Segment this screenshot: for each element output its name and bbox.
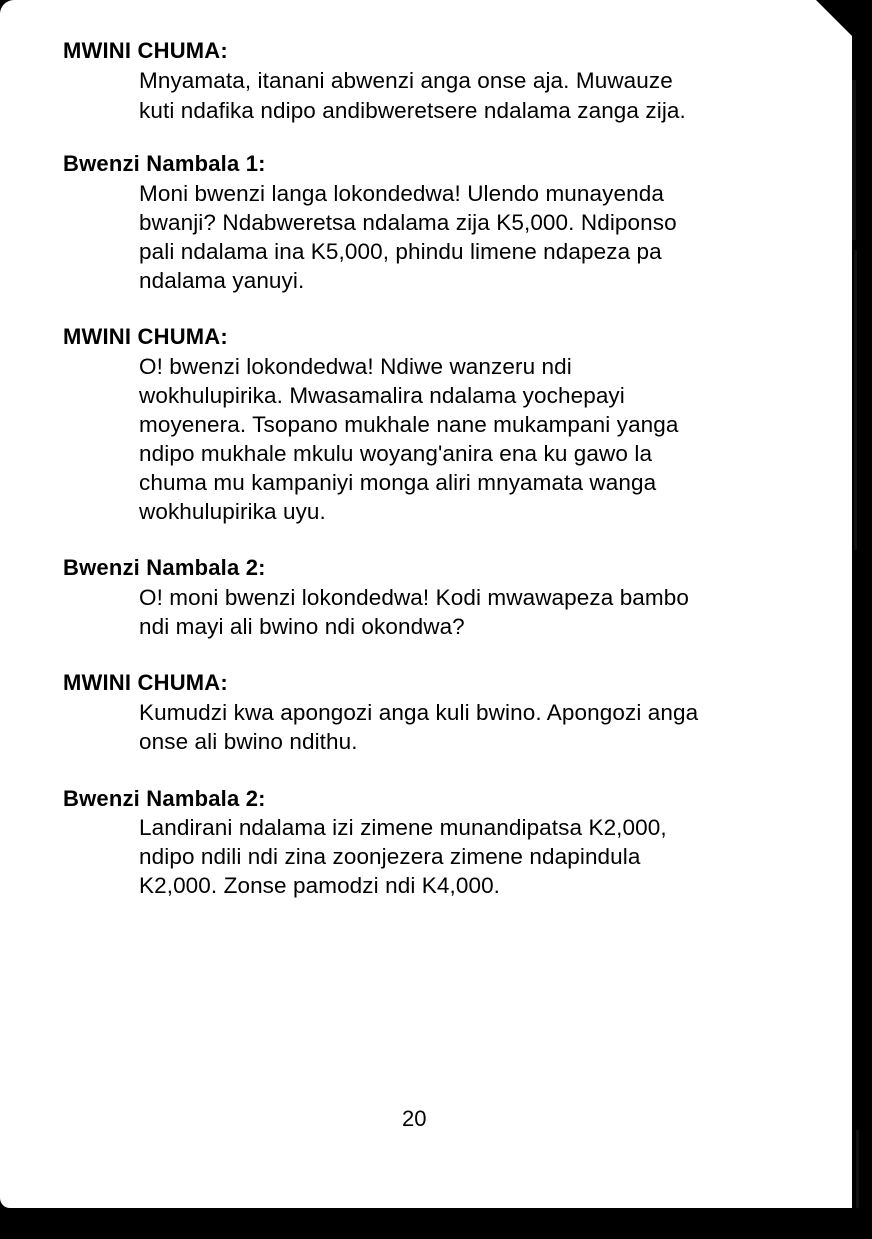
- speaker-label: Bwenzi Nambala 1:: [63, 151, 266, 176]
- page-corner-shadow: [816, 0, 872, 56]
- speaker-label: MWINI CHUMA:: [63, 670, 228, 695]
- page-edge-mark: [852, 80, 856, 240]
- dialogue-line: Mnyamata, itanani abwenzi anga onse aja. Muwauze: [139, 68, 673, 93]
- dialogue-line: ndipo mukhale mkulu woyang'anira ena ku gawo la: [139, 441, 653, 466]
- dialogue-line: wokhulupirika. Mwasamalira ndalama yochepayi: [139, 383, 625, 408]
- speaker-label: Bwenzi Nambala 2:: [63, 786, 266, 811]
- dialogue-line: ndipo ndili ndi zina zoonjezera zimene ndapindula: [139, 844, 641, 869]
- dialogue-line: Moni bwenzi langa lokondedwa! Ulendo munayenda: [139, 181, 664, 206]
- dialogue-line: onse ali bwino ndithu.: [139, 729, 358, 754]
- dialogue-line: chuma mu kampaniyi monga aliri mnyamata wanga: [139, 470, 657, 495]
- dialogue-line: ndalama yanuyi.: [139, 268, 305, 293]
- speaker-label: Bwenzi Nambala 2:: [63, 555, 266, 580]
- dialogue-line: O! moni bwenzi lokondedwa! Kodi mwawapeza bambo: [139, 585, 689, 610]
- dialogue-line: Kumudzi kwa apongozi anga kuli bwino. Apongozi anga: [139, 700, 699, 725]
- dialogue-line: wokhulupirika uyu.: [139, 499, 326, 524]
- dialogue-line: Landirani ndalama izi zimene munandipatsa K2,000,: [139, 815, 667, 840]
- dialogue-line: O! bwenzi lokondedwa! Ndiwe wanzeru ndi: [139, 354, 572, 379]
- page-edge-mark: [856, 1130, 859, 1208]
- dialogue-line: K2,000. Zonse pamodzi ndi K4,000.: [139, 873, 501, 898]
- dialogue-line: bwanji? Ndabweretsa ndalama zija K5,000. Ndiponso: [139, 210, 677, 235]
- dialogue-line: moyenera. Tsopano mukhale nane mukampani yanga: [139, 412, 679, 437]
- page-edge-mark: [854, 250, 857, 550]
- page-number: 20: [402, 1106, 427, 1131]
- dialogue-line: ndi mayi ali bwino ndi okondwa?: [139, 614, 465, 639]
- speaker-label: MWINI CHUMA:: [63, 38, 228, 63]
- speaker-label: MWINI CHUMA:: [63, 324, 228, 349]
- dialogue-line: kuti ndafika ndipo andibweretsere ndalama zanga zija.: [139, 98, 686, 123]
- dialogue-line: pali ndalama ina K5,000, phindu limene ndapeza pa: [139, 239, 662, 264]
